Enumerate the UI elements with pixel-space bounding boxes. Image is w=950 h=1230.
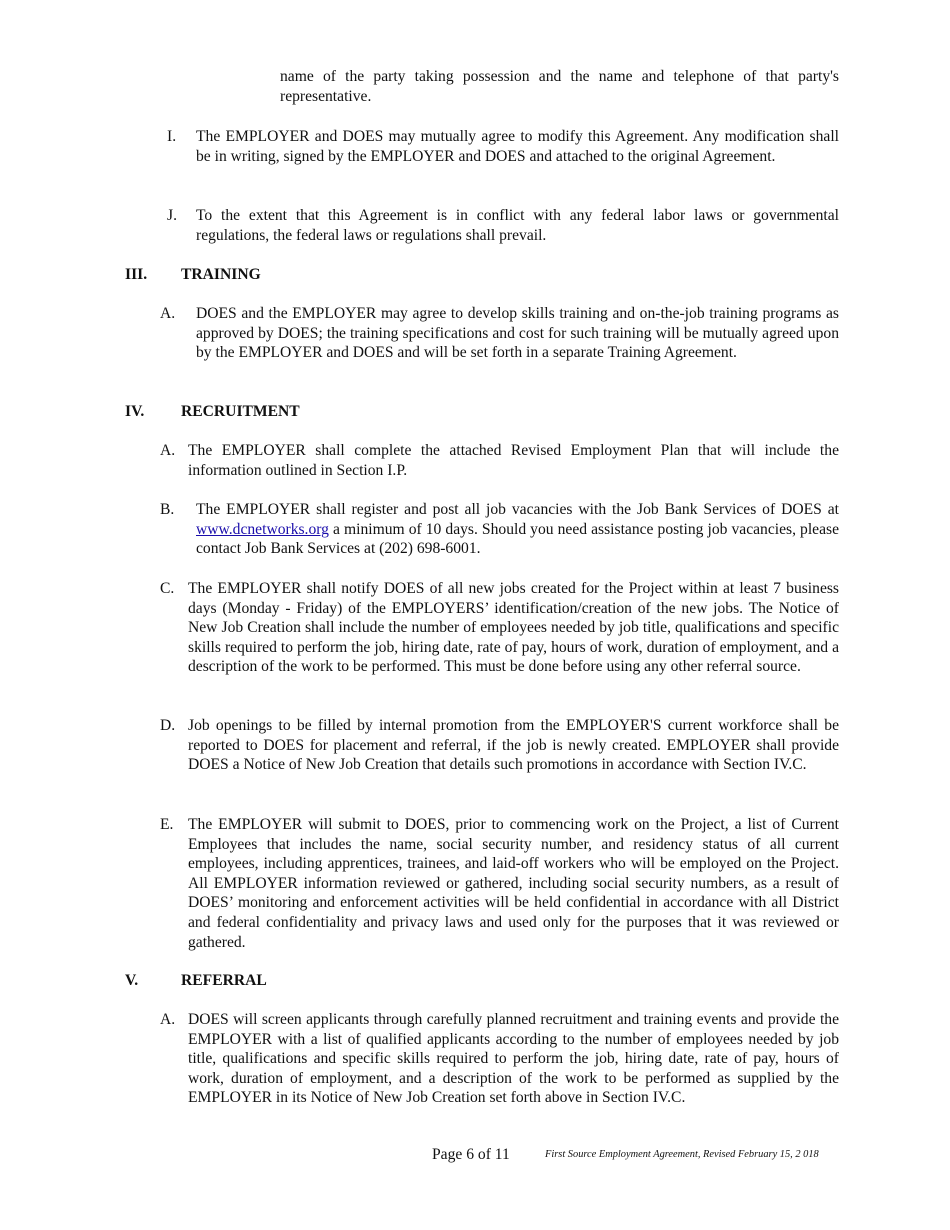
list-item	[196, 206, 839, 245]
item-text: DOES and the EMPLOYER may agree to develop skills training and on-the-job training programs as approved by DOES; the training specifications and cost for such training will be mutually agreed upon by the EMPLOYER and DOES and will be set forth in a separate Training Agreement.	[196, 305, 839, 362]
section-number: V.	[125, 972, 139, 989]
section-title: TRAINING	[181, 266, 261, 283]
item-marker: B.	[160, 501, 175, 518]
list-item	[188, 579, 839, 677]
section-number: III.	[125, 266, 148, 283]
section-title: REFERRAL	[181, 972, 267, 989]
item-marker: C.	[160, 580, 175, 597]
item-text: The EMPLOYER and DOES may mutually agree to modify this Agreement. Any modification shall be in writing, signed by the EMPLOYER and DOES and attached to the original Agreement.	[196, 128, 839, 165]
item-marker: D.	[160, 717, 176, 734]
list-item	[188, 1010, 839, 1108]
item-marker: A.	[160, 1011, 176, 1028]
page-number: Page 6 of 11	[432, 1146, 510, 1163]
list-item	[196, 500, 839, 559]
continuation-paragraph	[280, 67, 839, 106]
paragraph-text: name of the party taking possession and the name and telephone of that party's representative.	[280, 68, 839, 105]
item-text: The EMPLOYER will submit to DOES, prior to commencing work on the Project, a list of Current Employees that includes the name, social security number, and residency status of all current employees, including apprentices, trainees, and laid-off workers who will be employed on the Project. All EMPLOYER information reviewed or gathered, including social security numbers, as a result of DOES’ monitoring and enforcement activities will be held confidential in accordance with all District and federal confidentiality and privacy laws and used only for the purposes that it was reviewed or gathered.	[188, 816, 839, 951]
item-text-before: The EMPLOYER shall register and post all job vacancies with the Job Bank Services of DOES at	[196, 501, 839, 518]
dcnetworks-link[interactable]: www.dcnetworks.org	[196, 520, 329, 538]
list-item	[196, 127, 839, 166]
list-item	[188, 441, 839, 480]
item-marker: A.	[160, 442, 176, 459]
item-text: Job openings to be filled by internal promotion from the EMPLOYER'S current workforce shall be reported to DOES for placement and referral, if the job is newly created. EMPLOYER shall provide DOES a Notice of New Job Creation that details such promotions in accordance with Section IV.C.	[188, 717, 839, 774]
item-marker: J.	[167, 207, 177, 224]
item-marker: I.	[167, 128, 177, 145]
item-text: To the extent that this Agreement is in conflict with any federal labor laws or governmental regulations, the federal laws or regulations shall prevail.	[196, 207, 839, 244]
section-title: RECRUITMENT	[181, 403, 300, 420]
section-number: IV.	[125, 403, 145, 420]
item-text: The EMPLOYER shall notify DOES of all new jobs created for the Project within at least 7 business days (Monday - Friday) of the EMPLOYERS’ identification/creation of the new jobs. The Notice of New Job Creation shall include the number of employees needed by job title, qualifications and specific skills required to perform the job, hiring date, rate of pay, hours of work, duration of employment, and a description of the work to be performed. This must be done before using any other referral source.	[188, 580, 839, 676]
list-item	[188, 716, 839, 775]
item-text: DOES will screen applicants through carefully planned recruitment and training events and provide the EMPLOYER with a list of qualified applicants according to the number of employees needed by job title, qualifications and specific skills required to perform the job, hiring date, rate of pay, hours of work, duration of employment, and a description of the work to be performed as supplied by the EMPLOYER in its Notice of New Job Creation set forth above in Section IV.C.	[188, 1011, 839, 1107]
document-footer: First Source Employment Agreement, Revised February 15, 2 018	[545, 1149, 819, 1160]
list-item	[196, 304, 839, 363]
list-item	[188, 815, 839, 952]
item-text	[196, 500, 839, 559]
item-text: The EMPLOYER shall complete the attached Revised Employment Plan that will include the information outlined in Section I.P.	[188, 442, 839, 479]
item-marker: A.	[160, 305, 176, 322]
item-marker: E.	[160, 816, 174, 833]
item-text-after: a minimum of 10 days. Should you need assistance posting job vacancies, please contact Job Bank Services at (202) 698-6001.	[196, 520, 839, 558]
